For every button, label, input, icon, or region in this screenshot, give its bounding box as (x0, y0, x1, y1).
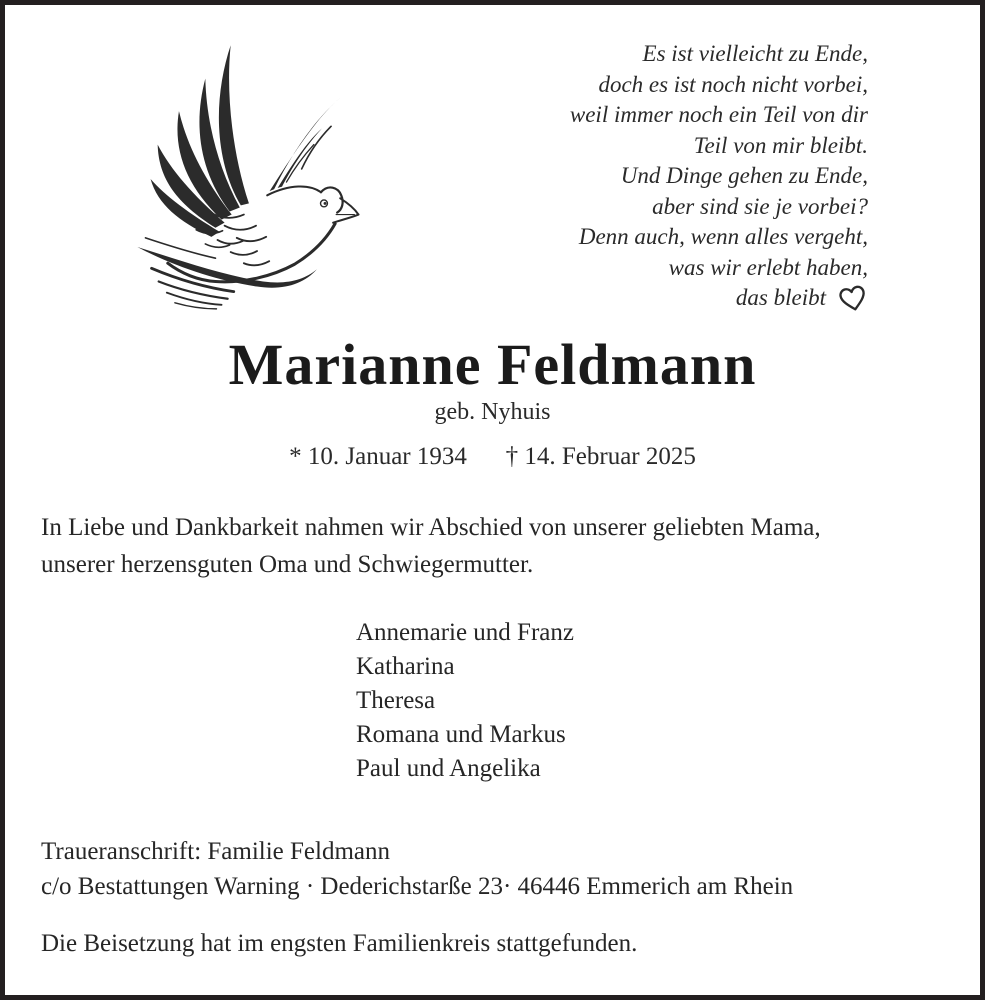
maiden-name: geb. Nyhuis (434, 399, 551, 425)
poem-line: doch es ist noch nicht vorbei, (598, 71, 868, 97)
poem-line: Es ist vielleicht zu Ende, (642, 41, 868, 66)
poem-line-text: das bleibt (735, 285, 826, 310)
heart-icon (836, 282, 871, 315)
poem-line: Und Dinge gehen zu Ende, (620, 163, 868, 188)
dove-icon (121, 31, 387, 319)
mourner-item: Annemarie und Franz (356, 619, 574, 646)
poem-line (570, 283, 868, 314)
poem-line: was wir erlebt haben, (668, 254, 868, 280)
poem-line: Teil von mir bleibt. (693, 132, 868, 158)
birth-date: * 10. Januar 1934 (289, 443, 467, 470)
mourner-item: Romana und Markus (356, 721, 566, 748)
poem-line: weil immer noch ein Teil von dir (569, 102, 868, 127)
mourner-item: Katharina (356, 653, 455, 680)
contact-line: Traueranschrift: Familie Feldmann (41, 838, 391, 865)
poem-line: Denn auch, wenn alles vergeht, (578, 224, 868, 249)
contact-line: c/o Bestattungen Warning · Dederichstarße 23· 46446 Emmerich am Rhein (41, 873, 794, 900)
mourning-address (41, 834, 793, 904)
life-dates (5, 443, 980, 471)
deceased-name: Marianne Feldmann (228, 332, 757, 397)
mourners-list (356, 616, 574, 786)
mourner-item: Paul und Angelika (356, 755, 541, 782)
poem (570, 39, 868, 314)
message-line: In Liebe und Dankbarkeit nahmen wir Abschied von unserer geliebten Mama, (41, 514, 821, 541)
burial-note: Die Beisetzung hat im engsten Familienkreis stattgefunden. (41, 930, 638, 957)
farewell-message (41, 509, 821, 583)
death-date: † 14. Februar 2025 (505, 443, 696, 470)
mourner-item: Theresa (356, 687, 436, 714)
message-line: unserer herzensguten Oma und Schwiegermutter. (41, 551, 534, 578)
poem-line: aber sind sie je vorbei? (652, 193, 868, 219)
